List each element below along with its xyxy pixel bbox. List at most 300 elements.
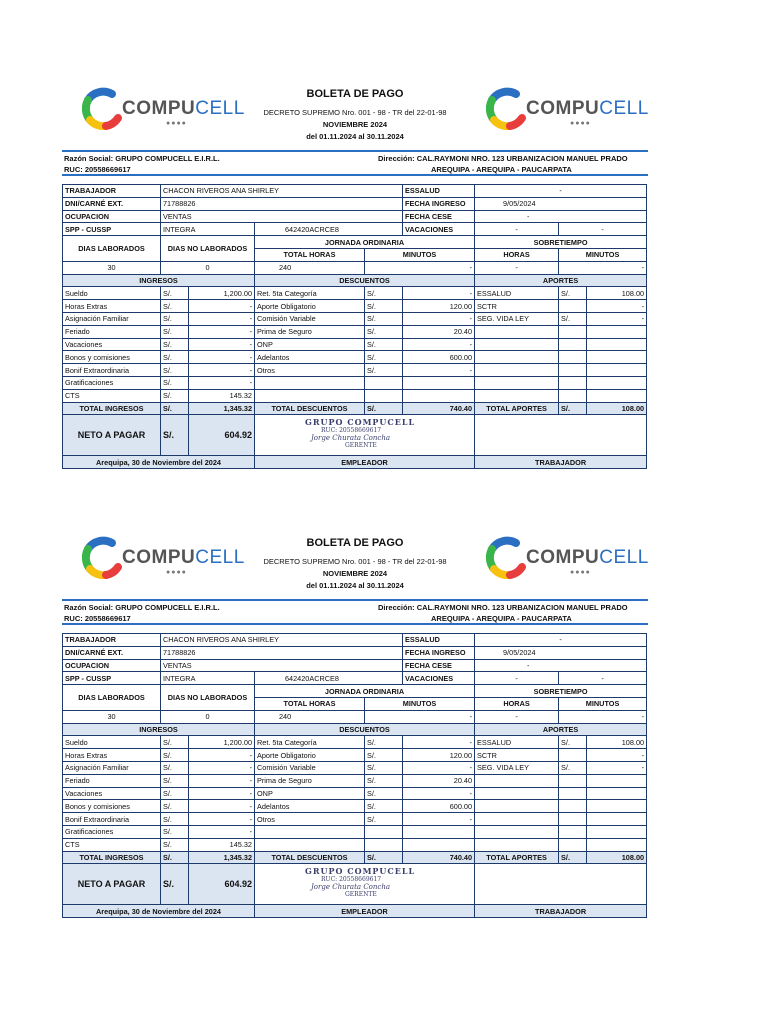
stamp-ruc: RUC: 20558669617 bbox=[321, 427, 382, 435]
aporte-value bbox=[587, 338, 647, 351]
label-neto-pagar: NETO A PAGAR bbox=[63, 415, 161, 456]
label-trabajador: TRABAJADOR bbox=[63, 185, 161, 198]
descuento-label: ONP bbox=[255, 787, 365, 800]
employer-signature-cell bbox=[255, 864, 475, 905]
aporte-label bbox=[475, 376, 559, 389]
ingreso-currency: S/. bbox=[161, 376, 189, 389]
aporte-currency bbox=[559, 338, 587, 351]
brand-dots: ●●●● bbox=[166, 120, 187, 127]
currency: S/. bbox=[161, 402, 189, 415]
label-minutos: MINUTOS bbox=[365, 248, 475, 261]
ingreso-currency: S/. bbox=[161, 838, 189, 851]
label-jornada-ordinaria: JORNADA ORDINARIA bbox=[255, 685, 475, 698]
aporte-label bbox=[475, 813, 559, 826]
ingreso-label: Asignación Familiar bbox=[63, 761, 161, 774]
aporte-currency bbox=[559, 749, 587, 762]
payslip-copy-1 bbox=[62, 84, 648, 544]
aporte-currency: S/. bbox=[559, 736, 587, 749]
label-dias-laborados: DIAS LABORADOS bbox=[63, 685, 161, 711]
bottom-rule bbox=[62, 623, 648, 625]
label-sobretiempo: SOBRETIEMPO bbox=[475, 685, 647, 698]
slip-header bbox=[62, 84, 648, 150]
descuento-value: 20.40 bbox=[403, 774, 475, 787]
ingreso-currency: S/. bbox=[161, 325, 189, 338]
company-address: Dirección: CAL.RAYMONI NRO. 123 URBANIZACION MANUEL PRADO bbox=[378, 154, 628, 163]
compucell-c-icon bbox=[82, 535, 122, 579]
descuento-currency: S/. bbox=[365, 774, 403, 787]
value-dias-no-laborados: 0 bbox=[161, 261, 255, 274]
stamp-signer: Jorge Churata Concha bbox=[311, 883, 390, 892]
descuento-label: Adelantos bbox=[255, 351, 365, 364]
aporte-value bbox=[587, 813, 647, 826]
label-vacaciones: VACACIONES bbox=[403, 672, 475, 685]
aporte-currency bbox=[559, 300, 587, 313]
value-total-aportes: 108.00 bbox=[587, 402, 647, 415]
employer-signature-cell bbox=[255, 415, 475, 456]
worker-signature-cell bbox=[475, 864, 647, 905]
concept-row bbox=[63, 813, 647, 826]
brand-name: COMPUCELL bbox=[122, 547, 245, 568]
value-total-horas: 240 bbox=[255, 261, 365, 274]
ingreso-label: CTS bbox=[63, 389, 161, 402]
descuento-currency: S/. bbox=[365, 787, 403, 800]
aporte-value: - bbox=[587, 761, 647, 774]
ingreso-currency: S/. bbox=[161, 825, 189, 838]
descuento-label bbox=[255, 376, 365, 389]
ingreso-label: Asignación Familiar bbox=[63, 312, 161, 325]
descuento-currency: S/. bbox=[365, 338, 403, 351]
slip-title: BOLETA DE PAGO bbox=[306, 537, 404, 549]
descuento-label: Otros bbox=[255, 364, 365, 377]
compucell-logo-left bbox=[82, 86, 245, 136]
descuento-label bbox=[255, 838, 365, 851]
ingreso-currency: S/. bbox=[161, 300, 189, 313]
ingreso-value: - bbox=[189, 749, 255, 762]
label-spp: SPP - CUSSP bbox=[63, 223, 161, 236]
value-total-ingresos: 1,345.32 bbox=[189, 851, 255, 864]
label-horas: HORAS bbox=[475, 248, 559, 261]
ingreso-label: Feriado bbox=[63, 774, 161, 787]
ingreso-value: 1,200.00 bbox=[189, 287, 255, 300]
aporte-label bbox=[475, 364, 559, 377]
value-cussp: 642420ACRCE8 bbox=[255, 223, 403, 236]
value-cussp: 642420ACRCE8 bbox=[255, 672, 403, 685]
ingreso-value: 145.32 bbox=[189, 838, 255, 851]
section-aportes: APORTES bbox=[475, 723, 647, 736]
brand-name: COMPUCELL bbox=[122, 98, 245, 119]
descuento-currency bbox=[365, 389, 403, 402]
ingreso-label: Bonif Extraordinaria bbox=[63, 813, 161, 826]
label-dias-laborados: DIAS LABORADOS bbox=[63, 236, 161, 262]
label-minutos: MINUTOS bbox=[365, 697, 475, 710]
descuento-value bbox=[403, 838, 475, 851]
aporte-currency bbox=[559, 813, 587, 826]
ingreso-label: Vacaciones bbox=[63, 787, 161, 800]
month-text: NOVIEMBRE 2024 bbox=[322, 569, 388, 578]
compucell-logo-left bbox=[82, 535, 245, 585]
compucell-c-icon bbox=[486, 535, 526, 579]
value-spp: INTEGRA bbox=[161, 672, 255, 685]
value-dias-laborados: 30 bbox=[63, 710, 161, 723]
aporte-currency bbox=[559, 838, 587, 851]
value-essalud: - bbox=[475, 185, 647, 198]
aporte-currency bbox=[559, 389, 587, 402]
stamp-company: GRUPO COMPUCELL bbox=[305, 417, 416, 428]
aporte-currency bbox=[559, 825, 587, 838]
ingreso-label: Horas Extras bbox=[63, 749, 161, 762]
concept-row bbox=[63, 300, 647, 313]
descuento-value: - bbox=[403, 287, 475, 300]
aporte-value: - bbox=[587, 749, 647, 762]
aporte-currency bbox=[559, 774, 587, 787]
descuento-currency: S/. bbox=[365, 736, 403, 749]
section-aportes: APORTES bbox=[475, 274, 647, 287]
descuento-label: Comisión Variable bbox=[255, 312, 365, 325]
ingreso-currency: S/. bbox=[161, 736, 189, 749]
concept-row bbox=[63, 736, 647, 749]
bottom-rule bbox=[62, 174, 648, 176]
descuento-currency bbox=[365, 376, 403, 389]
ingreso-value: - bbox=[189, 774, 255, 787]
currency: S/. bbox=[559, 402, 587, 415]
aporte-value bbox=[587, 825, 647, 838]
descuento-currency: S/. bbox=[365, 800, 403, 813]
footer-trabajador: TRABAJADOR bbox=[475, 456, 647, 469]
aporte-label bbox=[475, 351, 559, 364]
value-vacaciones-1: - bbox=[475, 223, 559, 236]
value-dias-no-laborados: 0 bbox=[161, 710, 255, 723]
descuento-value: - bbox=[403, 736, 475, 749]
company-address-city: AREQUIPA - AREQUIPA - PAUCARPATA bbox=[431, 614, 572, 623]
aporte-value: - bbox=[587, 300, 647, 313]
descuento-label: Aporte Obligatorio bbox=[255, 300, 365, 313]
value-total-aportes: 108.00 bbox=[587, 851, 647, 864]
aporte-value bbox=[587, 787, 647, 800]
currency: S/. bbox=[161, 864, 189, 905]
compucell-logo-right bbox=[486, 535, 649, 585]
ingreso-label: Bonos y comisiones bbox=[63, 800, 161, 813]
aporte-value bbox=[587, 774, 647, 787]
footer-trabajador: TRABAJADOR bbox=[475, 905, 647, 918]
descuento-currency: S/. bbox=[365, 300, 403, 313]
value-ocupacion: VENTAS bbox=[161, 659, 403, 672]
aporte-label: SCTR bbox=[475, 749, 559, 762]
aporte-label bbox=[475, 774, 559, 787]
currency: S/. bbox=[559, 851, 587, 864]
descuento-value: - bbox=[403, 338, 475, 351]
aporte-label bbox=[475, 838, 559, 851]
aporte-value: 108.00 bbox=[587, 287, 647, 300]
aporte-currency bbox=[559, 376, 587, 389]
compucell-c-icon bbox=[82, 86, 122, 130]
value-horas: - bbox=[475, 261, 559, 274]
label-jornada-ordinaria: JORNADA ORDINARIA bbox=[255, 236, 475, 249]
concept-row bbox=[63, 389, 647, 402]
label-total-descuentos: TOTAL DESCUENTOS bbox=[255, 402, 365, 415]
label-vacaciones: VACACIONES bbox=[403, 223, 475, 236]
currency: S/. bbox=[161, 415, 189, 456]
aporte-label: SEG. VIDA LEY bbox=[475, 312, 559, 325]
value-minutos: - bbox=[365, 261, 475, 274]
ingreso-currency: S/. bbox=[161, 364, 189, 377]
value-fecha-ingreso: 9/05/2024 bbox=[475, 646, 647, 659]
brand-dots: ●●●● bbox=[570, 569, 591, 576]
ingreso-currency: S/. bbox=[161, 351, 189, 364]
label-essalud: ESSALUD bbox=[403, 634, 475, 647]
aporte-label: SCTR bbox=[475, 300, 559, 313]
descuento-currency: S/. bbox=[365, 749, 403, 762]
ingreso-currency: S/. bbox=[161, 774, 189, 787]
label-total-horas: TOTAL HORAS bbox=[255, 248, 365, 261]
aporte-label bbox=[475, 325, 559, 338]
value-total-horas: 240 bbox=[255, 710, 365, 723]
value-vacaciones-1: - bbox=[475, 672, 559, 685]
brand-dots: ●●●● bbox=[166, 569, 187, 576]
aporte-label: ESSALUD bbox=[475, 287, 559, 300]
top-rule bbox=[62, 150, 648, 152]
aporte-value bbox=[587, 838, 647, 851]
decree-text: DECRETO SUPREMO Nro. 001 - 98 - TR del 22-01-98 bbox=[263, 557, 447, 566]
aporte-label bbox=[475, 338, 559, 351]
aporte-label: ESSALUD bbox=[475, 736, 559, 749]
descuento-value: - bbox=[403, 813, 475, 826]
value-vacaciones-2: - bbox=[559, 223, 647, 236]
ingreso-value: - bbox=[189, 364, 255, 377]
aporte-value bbox=[587, 364, 647, 377]
ingreso-label: Horas Extras bbox=[63, 300, 161, 313]
descuento-label: Prima de Seguro bbox=[255, 774, 365, 787]
value-fecha-cese: - bbox=[475, 210, 647, 223]
value-minutos: - bbox=[365, 710, 475, 723]
ingreso-value: - bbox=[189, 338, 255, 351]
concept-row bbox=[63, 325, 647, 338]
ingreso-currency: S/. bbox=[161, 813, 189, 826]
top-rule bbox=[62, 599, 648, 601]
decree-text: DECRETO SUPREMO Nro. 001 - 98 - TR del 22-01-98 bbox=[263, 108, 447, 117]
label-spp: SPP - CUSSP bbox=[63, 672, 161, 685]
footer-empleador: EMPLEADOR bbox=[255, 905, 475, 918]
descuento-currency: S/. bbox=[365, 312, 403, 325]
aporte-currency: S/. bbox=[559, 312, 587, 325]
descuento-label: Prima de Seguro bbox=[255, 325, 365, 338]
slip-title: BOLETA DE PAGO bbox=[306, 88, 404, 100]
slip-title-block bbox=[232, 533, 478, 590]
value-total-descuentos: 740.40 bbox=[403, 851, 475, 864]
label-fecha-cese: FECHA CESE bbox=[403, 210, 475, 223]
ingreso-currency: S/. bbox=[161, 800, 189, 813]
company-info bbox=[62, 599, 648, 625]
payslip-table bbox=[62, 633, 647, 918]
ingreso-currency: S/. bbox=[161, 287, 189, 300]
company-info bbox=[62, 150, 648, 176]
stamp-company: GRUPO COMPUCELL bbox=[305, 866, 416, 877]
aporte-currency bbox=[559, 364, 587, 377]
descuento-currency: S/. bbox=[365, 351, 403, 364]
label-essalud: ESSALUD bbox=[403, 185, 475, 198]
period-text: del 01.11.2024 al 30.11.2024 bbox=[306, 581, 404, 590]
label-ocupacion: OCUPACION bbox=[63, 210, 161, 223]
value-fecha-ingreso: 9/05/2024 bbox=[475, 197, 647, 210]
label-total-ingresos: TOTAL INGRESOS bbox=[63, 851, 161, 864]
label-total-aportes: TOTAL APORTES bbox=[475, 851, 559, 864]
aporte-label bbox=[475, 800, 559, 813]
ingreso-value: - bbox=[189, 825, 255, 838]
label-fecha-ingreso: FECHA INGRESO bbox=[403, 197, 475, 210]
value-ocupacion: VENTAS bbox=[161, 210, 403, 223]
concept-row bbox=[63, 761, 647, 774]
ingreso-value: - bbox=[189, 800, 255, 813]
concept-row bbox=[63, 312, 647, 325]
slip-header bbox=[62, 533, 648, 599]
descuento-value: 120.00 bbox=[403, 300, 475, 313]
descuento-label: ONP bbox=[255, 338, 365, 351]
company-stamp bbox=[305, 417, 435, 453]
razon-social: Razón Social: GRUPO COMPUCELL E.I.R.L. bbox=[64, 154, 220, 163]
payslip-table bbox=[62, 184, 647, 469]
descuento-value: - bbox=[403, 787, 475, 800]
ingreso-label: Sueldo bbox=[63, 287, 161, 300]
descuento-value: 20.40 bbox=[403, 325, 475, 338]
stamp-role: GERENTE bbox=[345, 891, 377, 899]
concept-rows bbox=[63, 736, 647, 851]
ingreso-label: CTS bbox=[63, 838, 161, 851]
month-text: NOVIEMBRE 2024 bbox=[322, 120, 388, 129]
ingreso-value: 145.32 bbox=[189, 389, 255, 402]
ingreso-label: Gratificaciones bbox=[63, 376, 161, 389]
value-neto-pagar: 604.92 bbox=[189, 864, 255, 905]
label-neto-pagar: NETO A PAGAR bbox=[63, 864, 161, 905]
company-address-city: AREQUIPA - AREQUIPA - PAUCARPATA bbox=[431, 165, 572, 174]
label-total-horas: TOTAL HORAS bbox=[255, 697, 365, 710]
value-trabajador: CHACON RIVEROS ANA SHIRLEY bbox=[161, 185, 403, 198]
value-minutos-sobretiempo: - bbox=[559, 710, 647, 723]
concept-row bbox=[63, 787, 647, 800]
ingreso-currency: S/. bbox=[161, 338, 189, 351]
aporte-label bbox=[475, 389, 559, 402]
aporte-value: - bbox=[587, 312, 647, 325]
brand-dots: ●●●● bbox=[570, 120, 591, 127]
payslip-copy-2 bbox=[62, 533, 648, 993]
descuento-label: Ret. 5ta Categoría bbox=[255, 287, 365, 300]
aporte-label: SEG. VIDA LEY bbox=[475, 761, 559, 774]
aporte-label bbox=[475, 825, 559, 838]
descuento-value: - bbox=[403, 364, 475, 377]
label-total-ingresos: TOTAL INGRESOS bbox=[63, 402, 161, 415]
descuento-label: Comisión Variable bbox=[255, 761, 365, 774]
aporte-currency bbox=[559, 787, 587, 800]
descuento-value: 600.00 bbox=[403, 351, 475, 364]
section-ingresos: INGRESOS bbox=[63, 723, 255, 736]
label-total-aportes: TOTAL APORTES bbox=[475, 402, 559, 415]
slip-title-block bbox=[232, 84, 478, 141]
section-descuentos: DESCUENTOS bbox=[255, 723, 475, 736]
stamp-role: GERENTE bbox=[345, 442, 377, 450]
ingreso-value: - bbox=[189, 813, 255, 826]
ingreso-value: - bbox=[189, 300, 255, 313]
descuento-value: - bbox=[403, 761, 475, 774]
concept-row bbox=[63, 338, 647, 351]
aporte-label bbox=[475, 787, 559, 800]
descuento-label bbox=[255, 389, 365, 402]
label-dias-no-laborados: DIAS NO LABORADOS bbox=[161, 685, 255, 711]
concept-row bbox=[63, 364, 647, 377]
razon-social: Razón Social: GRUPO COMPUCELL E.I.R.L. bbox=[64, 603, 220, 612]
value-total-ingresos: 1,345.32 bbox=[189, 402, 255, 415]
company-ruc: RUC: 20558669617 bbox=[64, 165, 131, 174]
worker-signature-cell bbox=[475, 415, 647, 456]
aporte-value: 108.00 bbox=[587, 736, 647, 749]
value-minutos-sobretiempo: - bbox=[559, 261, 647, 274]
period-text: del 01.11.2024 al 30.11.2024 bbox=[306, 132, 404, 141]
aporte-value bbox=[587, 325, 647, 338]
label-dias-no-laborados: DIAS NO LABORADOS bbox=[161, 236, 255, 262]
compucell-c-icon bbox=[486, 86, 526, 130]
ingreso-value: - bbox=[189, 351, 255, 364]
descuento-label: Adelantos bbox=[255, 800, 365, 813]
value-fecha-cese: - bbox=[475, 659, 647, 672]
company-address: Dirección: CAL.RAYMONI NRO. 123 URBANIZACION MANUEL PRADO bbox=[378, 603, 628, 612]
descuento-value bbox=[403, 376, 475, 389]
ingreso-value: - bbox=[189, 376, 255, 389]
descuento-value bbox=[403, 825, 475, 838]
concept-row bbox=[63, 351, 647, 364]
descuento-currency bbox=[365, 838, 403, 851]
label-fecha-ingreso: FECHA INGRESO bbox=[403, 646, 475, 659]
descuento-currency bbox=[365, 825, 403, 838]
stamp-signer: Jorge Churata Concha bbox=[311, 434, 390, 443]
section-ingresos: INGRESOS bbox=[63, 274, 255, 287]
currency: S/. bbox=[365, 851, 403, 864]
descuento-value: - bbox=[403, 312, 475, 325]
aporte-value bbox=[587, 376, 647, 389]
concept-row bbox=[63, 800, 647, 813]
stamp-ruc: RUC: 20558669617 bbox=[321, 876, 382, 884]
aporte-currency: S/. bbox=[559, 287, 587, 300]
concept-row bbox=[63, 838, 647, 851]
value-neto-pagar: 604.92 bbox=[189, 415, 255, 456]
aporte-value bbox=[587, 389, 647, 402]
brand-name: COMPUCELL bbox=[526, 547, 649, 568]
ingreso-value: - bbox=[189, 787, 255, 800]
value-dni: 71788826 bbox=[161, 197, 403, 210]
ingreso-label: Feriado bbox=[63, 325, 161, 338]
ingreso-currency: S/. bbox=[161, 749, 189, 762]
ingreso-label: Gratificaciones bbox=[63, 825, 161, 838]
value-essalud: - bbox=[475, 634, 647, 647]
value-spp: INTEGRA bbox=[161, 223, 255, 236]
compucell-logo-right bbox=[486, 86, 649, 136]
descuento-label: Aporte Obligatorio bbox=[255, 749, 365, 762]
label-dni: DNI/CARNÉ EXT. bbox=[63, 646, 161, 659]
descuento-currency: S/. bbox=[365, 325, 403, 338]
concept-row bbox=[63, 825, 647, 838]
label-total-descuentos: TOTAL DESCUENTOS bbox=[255, 851, 365, 864]
label-fecha-cese: FECHA CESE bbox=[403, 659, 475, 672]
concept-row bbox=[63, 749, 647, 762]
label-dni: DNI/CARNÉ EXT. bbox=[63, 197, 161, 210]
footer-place-date: Arequipa, 30 de Noviembre del 2024 bbox=[63, 905, 255, 918]
label-sobretiempo: SOBRETIEMPO bbox=[475, 236, 647, 249]
ingreso-value: 1,200.00 bbox=[189, 736, 255, 749]
concept-rows bbox=[63, 287, 647, 402]
value-dni: 71788826 bbox=[161, 646, 403, 659]
section-descuentos: DESCUENTOS bbox=[255, 274, 475, 287]
value-vacaciones-2: - bbox=[559, 672, 647, 685]
ingreso-currency: S/. bbox=[161, 389, 189, 402]
descuento-currency: S/. bbox=[365, 813, 403, 826]
descuento-value: 120.00 bbox=[403, 749, 475, 762]
company-ruc: RUC: 20558669617 bbox=[64, 614, 131, 623]
